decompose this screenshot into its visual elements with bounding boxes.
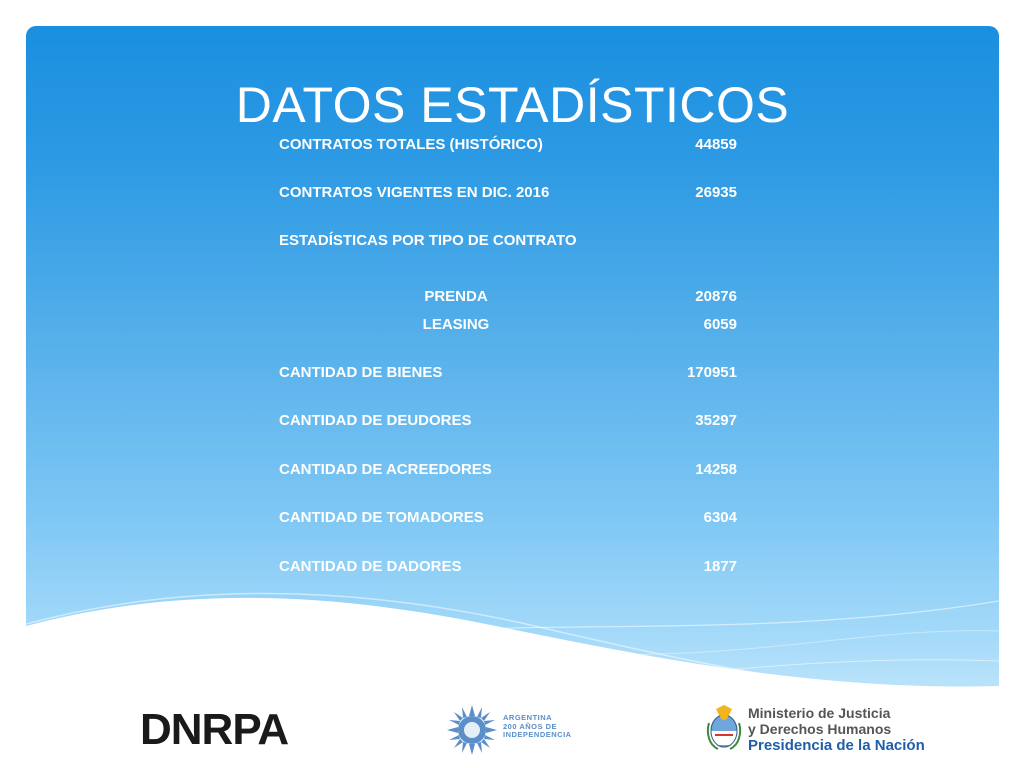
stat-label-leasing: LEASING: [422, 316, 490, 333]
bicentenario-line1: ARGENTINA: [503, 713, 553, 722]
stat-section-heading: ESTADÍSTICAS POR TIPO DE CONTRATO: [279, 232, 577, 249]
stat-value-tomadores: 6304: [703, 509, 737, 526]
stat-value-bienes: 170951: [686, 364, 737, 381]
ministerio-line2: y Derechos Humanos: [748, 721, 892, 737]
slide-panel: [26, 26, 999, 716]
ministerio-line1: Ministerio de Justicia: [748, 705, 891, 721]
stat-label-tomadores: CANTIDAD DE TOMADORES: [279, 509, 484, 526]
slide-title: DATOS ESTADÍSTICOS: [235, 77, 790, 133]
stat-value-dadores: 1877: [703, 558, 737, 575]
stat-value-deudores: 35297: [695, 412, 737, 429]
stat-label-bienes: CANTIDAD DE BIENES: [279, 364, 443, 381]
bicentenario-text: [503, 714, 572, 740]
presidencia-label: Presidencia de la Nación: [748, 737, 925, 754]
bicentenario-line2: 200 AÑOS DE: [503, 721, 557, 731]
stat-label-contratos-totales: CONTRATOS TOTALES (HISTÓRICO): [279, 136, 543, 153]
stat-value-leasing: 6059: [703, 316, 737, 333]
stat-label-acreedores: CANTIDAD DE ACREEDORES: [279, 461, 492, 478]
stat-label-prenda: PRENDA: [424, 288, 488, 305]
bicentenario-line3: INDEPENDENCIA: [503, 730, 572, 739]
stat-value-prenda: 20876: [695, 288, 737, 305]
stat-value-contratos-totales: 44859: [695, 136, 737, 153]
stat-label-dadores: CANTIDAD DE DADORES: [279, 558, 462, 575]
dnrpa-logo: DNRPA: [140, 705, 289, 754]
stat-label-deudores: CANTIDAD DE DEUDORES: [279, 412, 472, 429]
sun-emblem-icon: [446, 704, 498, 756]
stat-value-contratos-vigentes: 26935: [695, 184, 737, 201]
stats-table: [26, 26, 999, 716]
coat-of-arms-icon: [706, 703, 742, 753]
stat-value-acreedores: 14258: [695, 461, 737, 478]
stat-label-contratos-vigentes: CONTRATOS VIGENTES EN DIC. 2016: [279, 184, 550, 201]
